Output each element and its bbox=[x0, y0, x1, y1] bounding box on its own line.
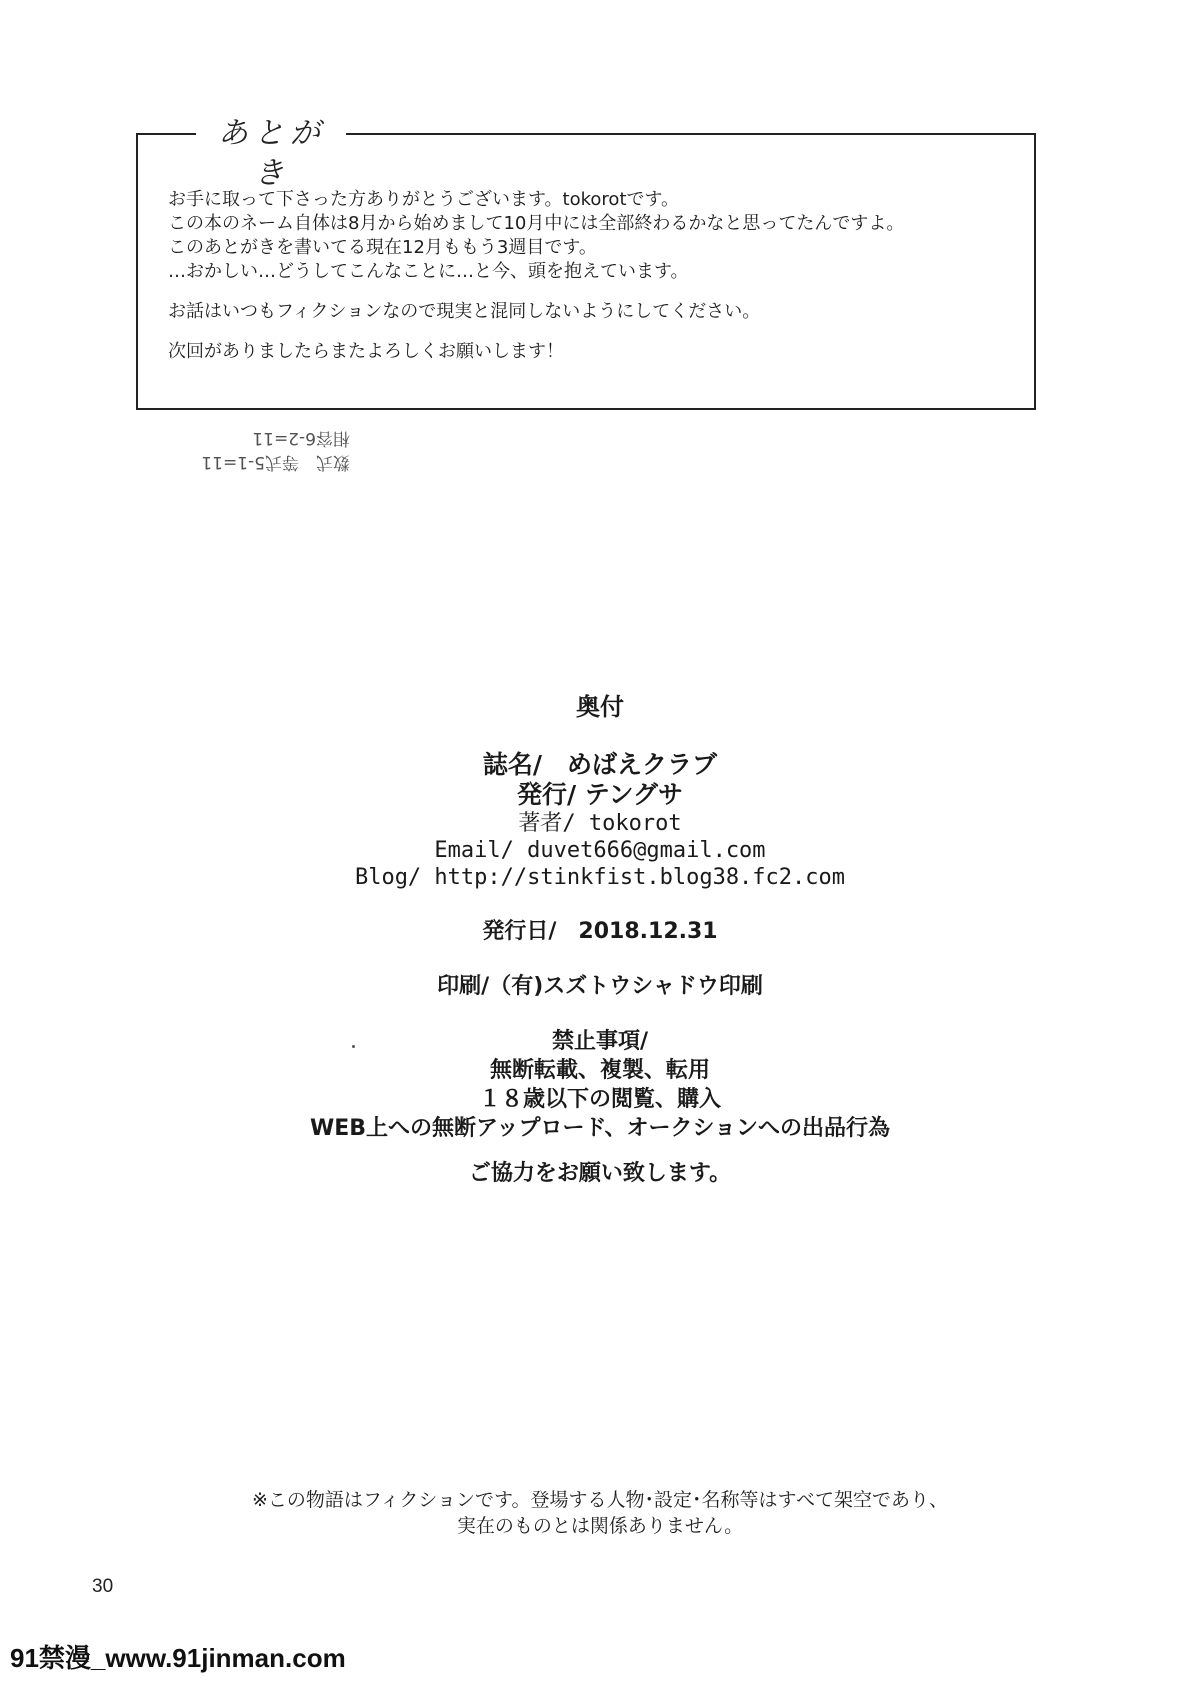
colophon-prohibited-item: １８歳以下の閲覧、購入 bbox=[478, 1087, 721, 1112]
watermark-bar bbox=[0, 1634, 1200, 1684]
scan-speck bbox=[352, 1045, 355, 1048]
colophon-magazine: 誌名/ めばえクラブ bbox=[482, 750, 718, 779]
colophon-prohibited-item: WEB上への無断アップロード、オークションへの出品行為 bbox=[309, 1116, 891, 1141]
disclaimer-line: ※この物語はフィクションです。登場する人物･設定･名称等はすべて架空であり、 bbox=[251, 1489, 949, 1511]
colophon-title: 奥付 bbox=[576, 693, 624, 721]
bleed-through-text bbox=[150, 426, 350, 474]
colophon-closing: ご協力をお願い致します。 bbox=[468, 1161, 732, 1186]
afterword-line: お手に取って下さった方ありがとうございます。tokorotです。 bbox=[168, 189, 680, 210]
page-number: 30 bbox=[92, 1576, 114, 1597]
afterword-heading: あとがき bbox=[218, 116, 326, 191]
afterword-line: このあとがきを書いてる現在12月ももう3週目です。 bbox=[168, 237, 597, 258]
colophon-date: 発行日/ 2018.12.31 bbox=[482, 919, 718, 944]
colophon bbox=[0, 690, 1200, 1188]
bleed-through-line: 相容6-2=11 bbox=[252, 428, 350, 448]
colophon-blog: Blog/ http://stinkfist.blog38.fc2.com bbox=[354, 865, 846, 890]
afterword-line: この本のネーム自体は8月から始めまして10月中には全部終わるかなと思ってたんですよ。 bbox=[168, 213, 905, 234]
afterword-line: お話はいつもフィクションなので現実と混同しないようにしてください。 bbox=[168, 301, 761, 322]
colophon-prohibited-item: 無断転載、複製、転用 bbox=[489, 1058, 710, 1083]
colophon-prohibited-title: 禁止事項/ bbox=[551, 1029, 649, 1054]
afterword-body bbox=[168, 188, 1028, 364]
colophon-author: 著者/ tokorot bbox=[518, 811, 682, 836]
colophon-publisher: 発行/ テングサ bbox=[516, 780, 684, 809]
disclaimer-line: 実在のものとは関係ありません。 bbox=[456, 1515, 744, 1537]
colophon-email: Email/ duvet666@gmail.com bbox=[434, 838, 766, 863]
bleed-through-line: 数式 等式5-1=11 bbox=[201, 452, 350, 472]
watermark-text: 91禁漫_www.91jinman.com bbox=[10, 1643, 346, 1673]
afterword-line: 次回がありましたらまたよろしくお願いします！ bbox=[168, 341, 564, 362]
afterword-line: …おかしい…どうしてこんなことに…と今、頭を抱えています。 bbox=[168, 261, 689, 282]
fiction-disclaimer bbox=[0, 1487, 1200, 1539]
colophon-printer: 印刷/（有)スズトウシャドウ印刷 bbox=[437, 974, 763, 999]
